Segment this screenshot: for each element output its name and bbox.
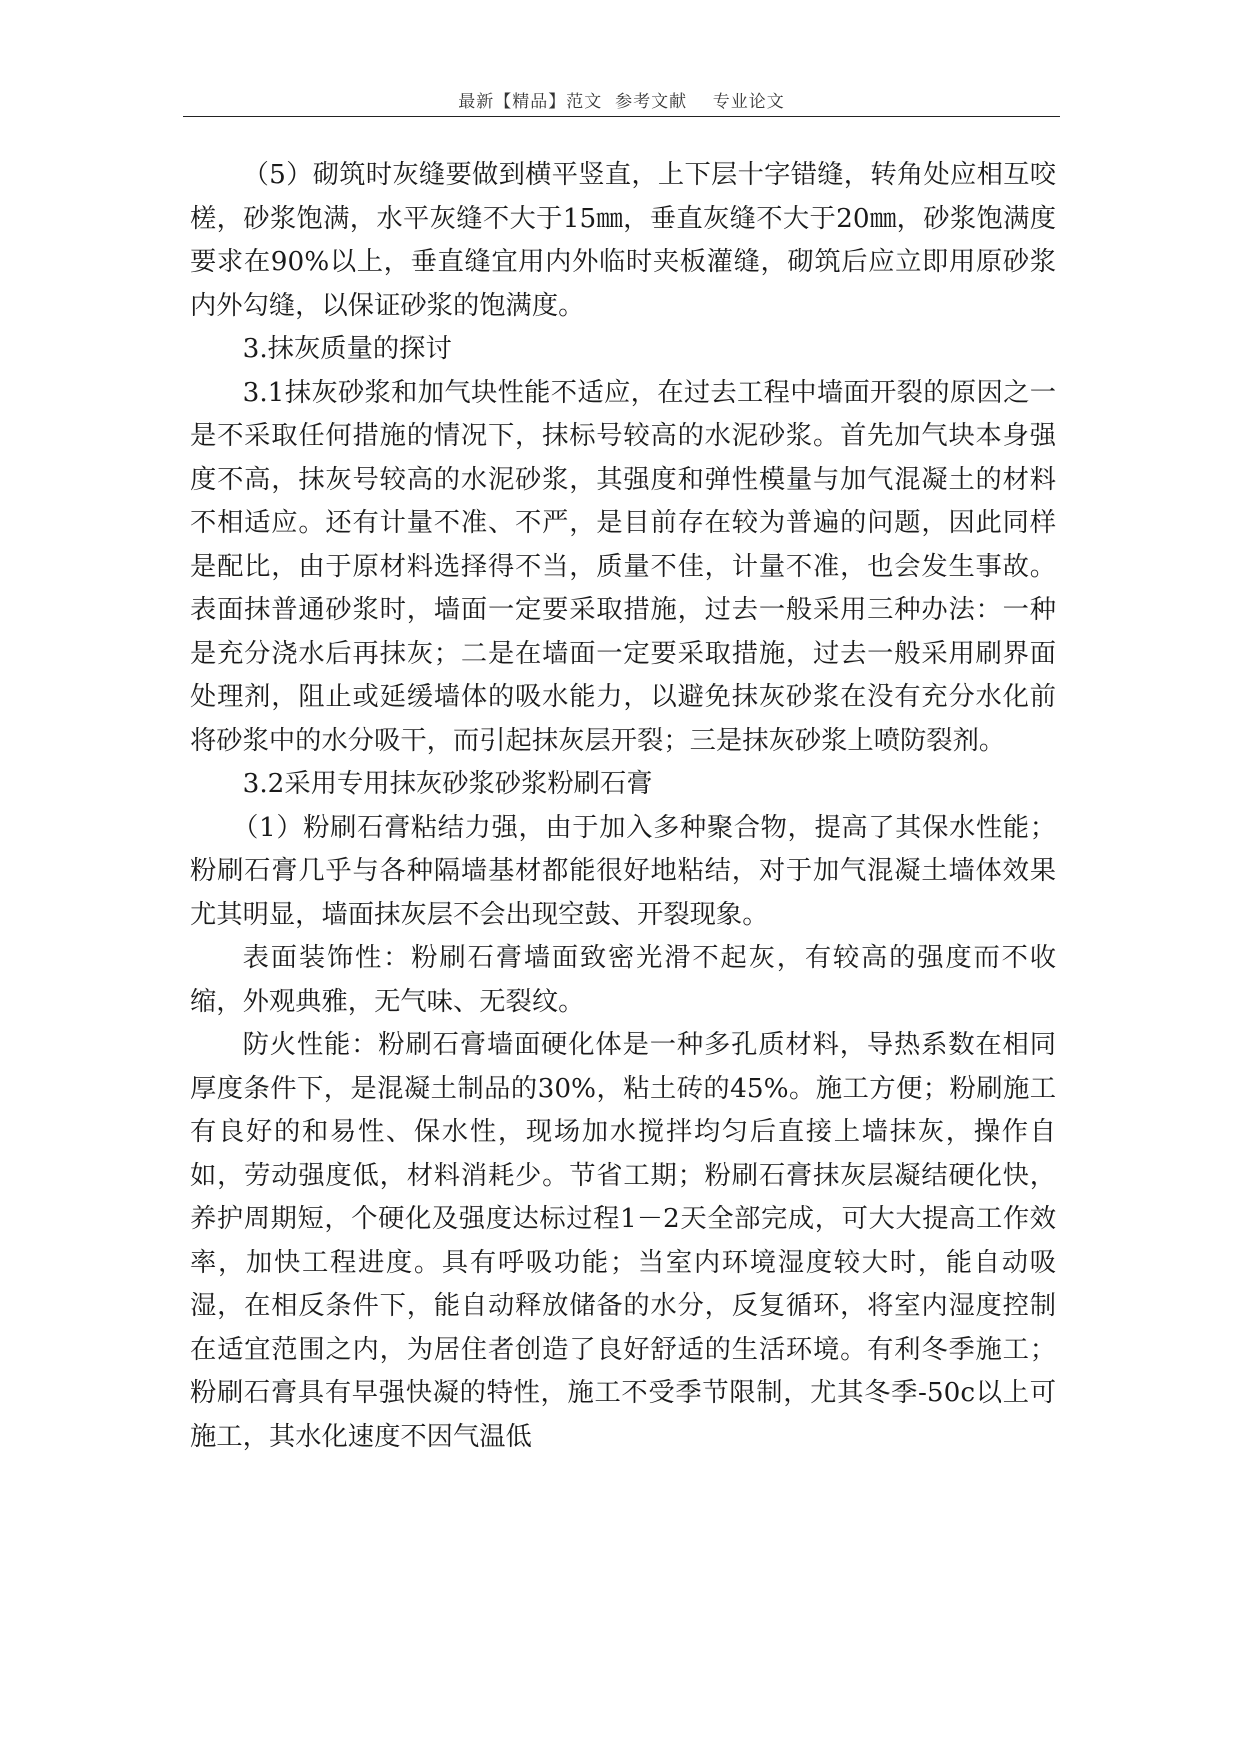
paragraph-plaster-item-1: （1）粉刷石膏粘结力强，由于加入多种聚合物，提高了其保水性能；粉刷石膏几乎与各种隔墙基材都能很好地粘结，对于加气混凝土墙体效果尤其明显，墙面抹灰层不会出现空鼓、开裂现象。 (190, 812, 1056, 930)
paragraph-3-1: 3.1抹灰砂浆和加气块性能不适应，在过去工程中墙面开裂的原因之一是不采取任何措施的情况下，抹标号较高的水泥砂浆。首先加气块本身强度不高，抹灰号较高的水泥砂浆，其强度和弹性模量与加气混凝土的材料不相适应。还有计量不准、不严，是目前存在较为普遍的问题，因此同样是配比，由于原材料选择得不当，质量不佳，计量不准，也会发生事故。表面抹普通砂浆时，墙面一定要采取措施，过去一般采用三种办法：一种是充分浇水后再抹灰；二是在墙面一定要采取措施，过去一般采用刷界面处理剂，阻止或延缓墙体的吸水能力，以避免抹灰砂浆在没有充分水化前将砂浆中的水分吸干，而引起抹灰层开裂；三是抹灰砂浆上喷防裂剂。 (190, 377, 1056, 756)
paragraph-fire-resistance: 防火性能：粉刷石膏墙面硬化体是一种多孔质材料，导热系数在相同厚度条件下，是混凝土制品的30%，粘土砖的45%。施工方便；粉刷施工有良好的和易性、保水性，现场加水搅拌均匀后直接上墙抹灰，操作自如，劳动强度低，材料消耗少。节省工期；粉刷石膏抹灰层凝结硬化快，养护周期短，个硬化及强度达标过程1－2天全部完成，可大大提高工作效率，加快工程进度。具有呼吸功能；当室内环境湿度较大时，能自动吸湿，在相反条件下，能自动释放储备的水分，反复循环，将室内湿度控制在适宜范围之内，为居住者创造了良好舒适的生活环境。有利冬季施工；粉刷石膏具有早强快凝的特性，施工不受季节限制，尤其冬季-50c以上可施工，其水化速度不因气温低 (190, 1030, 1056, 1452)
header-divider (183, 116, 1060, 117)
paragraph-masonry-item-5: （5）砌筑时灰缝要做到横平竖直，上下层十字错缝，转角处应相互咬槎，砂浆饱满，水平灰缝不大于15㎜，垂直灰缝不大于20㎜，砂浆饱满度要求在90%以上，垂直缝宜用内外临时夹板灌缝，砌筑后应立即用原砂浆内外勾缝，以保证砂浆的饱满度。 (190, 160, 1056, 321)
page-header: 最新【精品】范文 参考文献 专业论文 (458, 92, 785, 112)
section-heading-3: 3.抹灰质量的探讨 (242, 334, 452, 364)
document-body (190, 154, 1056, 1459)
paragraph-surface-decoration: 表面装饰性：粉刷石膏墙面致密光滑不起灰，有较高的强度而不收缩，外观典雅，无气味、无裂纹。 (190, 943, 1056, 1017)
section-heading-3-2: 3.2采用专用抹灰砂浆砂浆粉刷石膏 (242, 769, 653, 799)
